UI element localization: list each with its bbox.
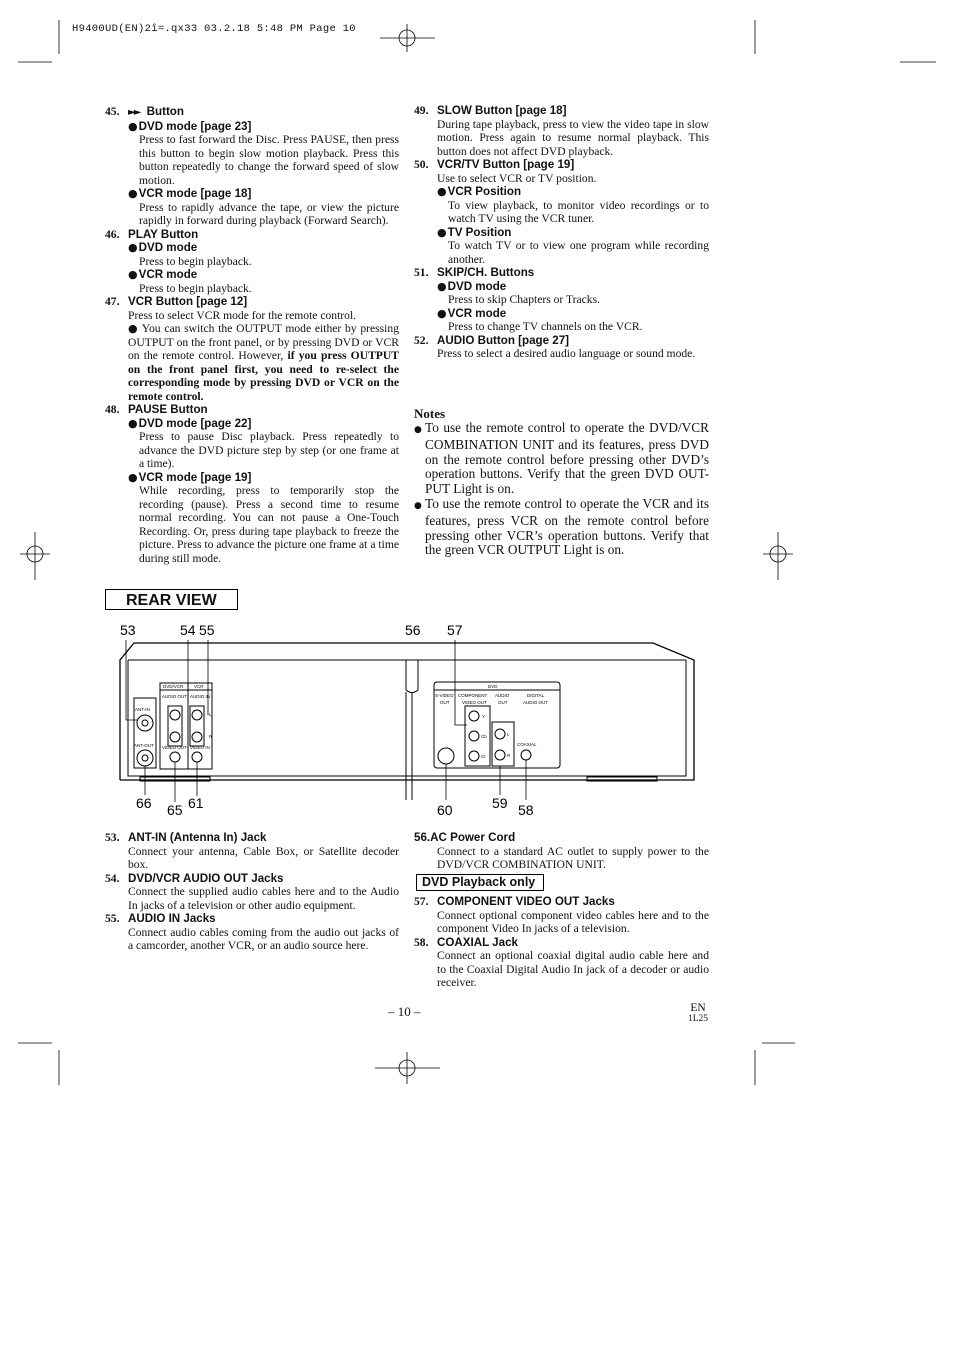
item-50-heading: 50. VCR/TV Button [page 19] <box>414 158 575 171</box>
component-y-jack <box>469 711 479 721</box>
item-45-vcr-text: Press to rapidly advance the tape, or view the picture rapidly in forward during playback (Forward Search). <box>139 200 399 227</box>
callout-66: 66 <box>136 795 152 811</box>
callout-65: 65 <box>167 802 183 818</box>
file-slug: H9400UD(EN)2î=.qx33 03.2.18 5:48 PM Page 10 <box>72 23 356 35</box>
component-cr-jack <box>469 751 479 761</box>
item-51-dvd-head: ●DVD mode <box>437 279 507 293</box>
bullet-icon: ● <box>128 119 138 133</box>
component-cb-jack <box>469 731 479 741</box>
item-55-text: Connect audio cables coming from the audio out jacks of a camcorder, another VCR, or an audio source here. <box>128 925 399 952</box>
callout-54: 54 <box>180 622 196 638</box>
item-48-dvd-text: Press to pause Disc playback. Press repeatedly to advance the DVD picture step by step (or one frame at a time). <box>139 430 399 470</box>
item-51-heading: 51. SKIP/CH. Buttons <box>414 266 535 279</box>
item-56-heading: 56.AC Power Cord <box>414 831 516 844</box>
item-50-tv-head: ●TV Position <box>437 225 512 239</box>
callout-59: 59 <box>492 795 508 811</box>
dvdvcr-audio-out-r-jack <box>170 732 180 742</box>
item-46-heading: 46. PLAY Button <box>105 227 199 241</box>
notes-heading: Notes <box>414 405 446 421</box>
dvd-audio-out-r-jack <box>495 750 505 760</box>
callout-57: 57 <box>447 622 463 638</box>
callout-56: 56 <box>405 622 421 638</box>
label-audio-out-dvd: OUT <box>498 700 508 705</box>
item-50-tv-text: To watch TV or to view one program while recording another. <box>448 239 709 266</box>
item-57-heading: 57. COMPONENT VIDEO OUT Jacks <box>414 895 615 908</box>
ant-in-jack <box>137 715 153 731</box>
item-49-heading: 49. SLOW Button [page 18] <box>414 104 567 117</box>
item-58-heading: 58. COAXIAL Jack <box>414 935 518 949</box>
audio-in-l-jack <box>192 710 202 720</box>
rear-desc-left <box>105 831 399 953</box>
label-svideo: S-VIDEO <box>435 693 454 698</box>
bullet-icon: ● <box>437 306 447 320</box>
language-code <box>688 1003 708 1025</box>
item-49-text: During tape playback, press to view the video tape in slow motion. Press again to resume normal playback. This button does not affect DVD playback. <box>437 117 709 158</box>
item-48-dvd-head: ●DVD mode [page 22] <box>128 416 252 430</box>
item-45-heading: 45. ►► Button <box>105 105 184 118</box>
label-coaxial: COAXIAL <box>517 742 537 747</box>
label-dvd: DVD <box>488 684 498 689</box>
document-code: 1L25 <box>688 1014 709 1024</box>
item-48-vcr-head: ●VCR mode [page 19] <box>128 470 252 484</box>
item-47-text: Press to select VCR mode for the remote control. <box>128 308 357 322</box>
item-54-text: Connect the supplied audio cables here and to the Audio In jacks of a television or other audio equipment. <box>128 885 399 912</box>
callout-61: 61 <box>188 795 204 811</box>
callout-53: 53 <box>120 622 136 638</box>
item-45-dvd-head: ●DVD mode [page 23] <box>128 119 252 133</box>
label-component: COMPONENT <box>458 693 488 698</box>
note-dvd: ● To use the remote control to operate the DVD/VCR COMBINATION UNIT and its features, press DVD on the remote control before pressing other DVD’s operation buttons. Verify that the green DVD OUT-PUT Light is on. <box>414 420 709 497</box>
item-51-vcr-head: ●VCR mode <box>437 306 507 320</box>
item-52-heading: 52. AUDIO Button [page 27] <box>414 333 570 347</box>
callout-58: 58 <box>518 802 534 818</box>
bullet-icon: ● <box>437 225 447 239</box>
item-57-text: Connect optional component video cables here and to the component Video In jacks of a television. <box>437 908 709 935</box>
item-53-text: Connect your antenna, Cable Box, or Satellite decoder box. <box>128 844 399 871</box>
ac-power-cord <box>406 660 418 693</box>
item-55-heading: 55. AUDIO IN Jacks <box>105 912 216 925</box>
s-video-jack <box>438 748 454 764</box>
dvdvcr-audio-out-l-jack <box>170 710 180 720</box>
item-51-vcr-text: Press to change TV channels on the VCR. <box>448 320 643 333</box>
item-47-heading: 47. VCR Button [page 12] <box>105 295 248 308</box>
item-45-dvd-text: Press to fast forward the Disc. Press PAUSE, then press this button to begin slow motion playback. Press this button repeatedly to change the forward speed of slow motion. <box>139 133 399 187</box>
unit-outline <box>120 643 694 780</box>
column-left <box>105 105 399 565</box>
item-46-vcr-head: ●VCR mode <box>128 268 198 281</box>
video-out-jack <box>170 752 180 762</box>
label-vcr: VCR <box>194 684 204 689</box>
bullet-icon: ● <box>437 279 447 293</box>
label-ant-in: ANT-IN <box>135 707 150 712</box>
item-58-text: Connect an optional coaxial digital audio cable here and to the Coaxial Digital Audio In jack of a decoder or audio receiver. <box>437 949 709 989</box>
video-in-jack <box>192 752 202 762</box>
item-50-vcr-text: To view playback, to monitor video recordings or to watch TV using the VCR tuner. <box>448 198 709 225</box>
item-56-text: Connect to a standard AC outlet to supply power to the DVD/VCR COMBINATION UNIT. <box>437 844 709 871</box>
ant-out-jack <box>137 750 153 766</box>
label-l: L <box>209 712 212 717</box>
rear-view-diagram <box>0 615 954 825</box>
item-50-text: Use to select VCR or TV position. <box>437 171 597 185</box>
bullet-icon: ● <box>128 470 138 484</box>
label-video-out: VIDEO OUT <box>162 745 187 750</box>
item-47-note: ● You can switch the OUTPUT mode either by pressing OUTPUT on the front panel, or by pressing DVD or VCR on the remote control. However, if you press OUTPUT on the front panel first, you need to re-select the corresponding mode by pressing DVD or VCR on the remote control. <box>128 322 400 403</box>
label-audio-in: AUDIO IN <box>190 694 211 699</box>
label-dvdvcr: DVD/VCR <box>163 684 184 689</box>
label-digital: DIGITAL <box>527 693 545 698</box>
bullet-icon: ● <box>128 268 138 281</box>
audio-in-r-jack <box>192 732 202 742</box>
label-video-in: VIDEO IN <box>190 745 210 750</box>
item-54-heading: 54. DVD/VCR AUDIO OUT Jacks <box>105 871 284 885</box>
label-digital-audio-out: AUDIO OUT <box>523 700 549 705</box>
label-cb: Cb <box>481 734 487 739</box>
bullet-icon: ● <box>128 416 138 430</box>
label-dvd-r: R <box>507 753 511 758</box>
item-46-dvd-text: Press to begin playback. <box>139 254 252 268</box>
label-dvd-l: L <box>507 732 510 737</box>
label-audio: AUDIO <box>495 693 510 698</box>
bullet-icon: ● <box>128 322 139 335</box>
page-number: – 10 – <box>388 1004 421 1019</box>
item-48-heading: 48. PAUSE Button <box>105 403 208 416</box>
item-51-dvd-text: Press to skip Chapters or Tracks. <box>448 293 601 306</box>
item-53-heading: 53. ANT-IN (Antenna In) Jack <box>105 831 267 844</box>
label-cr: Cr <box>481 754 486 759</box>
label-svideo-out: OUT <box>440 700 450 705</box>
item-52-text: Press to select a desired audio language or sound mode. <box>437 347 696 360</box>
label-component-video-out: VIDEO OUT <box>462 700 487 705</box>
rear-desc-right <box>414 831 709 990</box>
note-vcr: ● To use the remote control to operate the VCR and its features, press VCR on the remote control before pressing other VCR’s operation buttons. Verify that the green VCR OUTPUT Light is on. <box>414 495 709 558</box>
label-y: Y <box>482 714 486 719</box>
item-46-vcr-text: Press to begin playback. <box>139 281 252 295</box>
bullet-icon: ● <box>414 500 422 511</box>
bullet-icon: ● <box>128 241 138 254</box>
column-right <box>414 104 709 558</box>
item-45-vcr-head: ●VCR mode [page 18] <box>128 187 252 200</box>
language-label: EN <box>690 1002 706 1014</box>
bullet-icon: ● <box>128 187 138 200</box>
label-audio-out: AUDIO OUT <box>162 694 188 699</box>
callout-55: 55 <box>199 622 215 638</box>
item-48-vcr-text: While recording, press to temporarily stop the recording (pause). Press a second time to resume normal recording. You can not pause a One-Touch Recording. Or, press during tape playback to freeze the picture. Press to advance the picture one frame at a time during still mode. <box>139 484 399 565</box>
label-ant-out: ANT-OUT <box>134 743 154 748</box>
bullet-icon: ● <box>414 425 422 435</box>
callout-60: 60 <box>437 802 453 818</box>
dvd-playback-only-box: DVD Playback only <box>416 874 544 892</box>
label-r: R <box>209 734 213 739</box>
dvd-audio-out-l-jack <box>495 729 505 739</box>
item-50-vcr-head: ●VCR Position <box>437 185 522 198</box>
fast-forward-icon: ►► <box>128 107 140 118</box>
item-46-dvd-head: ●DVD mode <box>128 241 198 254</box>
rear-view-title: REAR VIEW <box>105 589 238 610</box>
bullet-icon: ● <box>437 185 447 198</box>
coaxial-jack <box>521 750 531 760</box>
